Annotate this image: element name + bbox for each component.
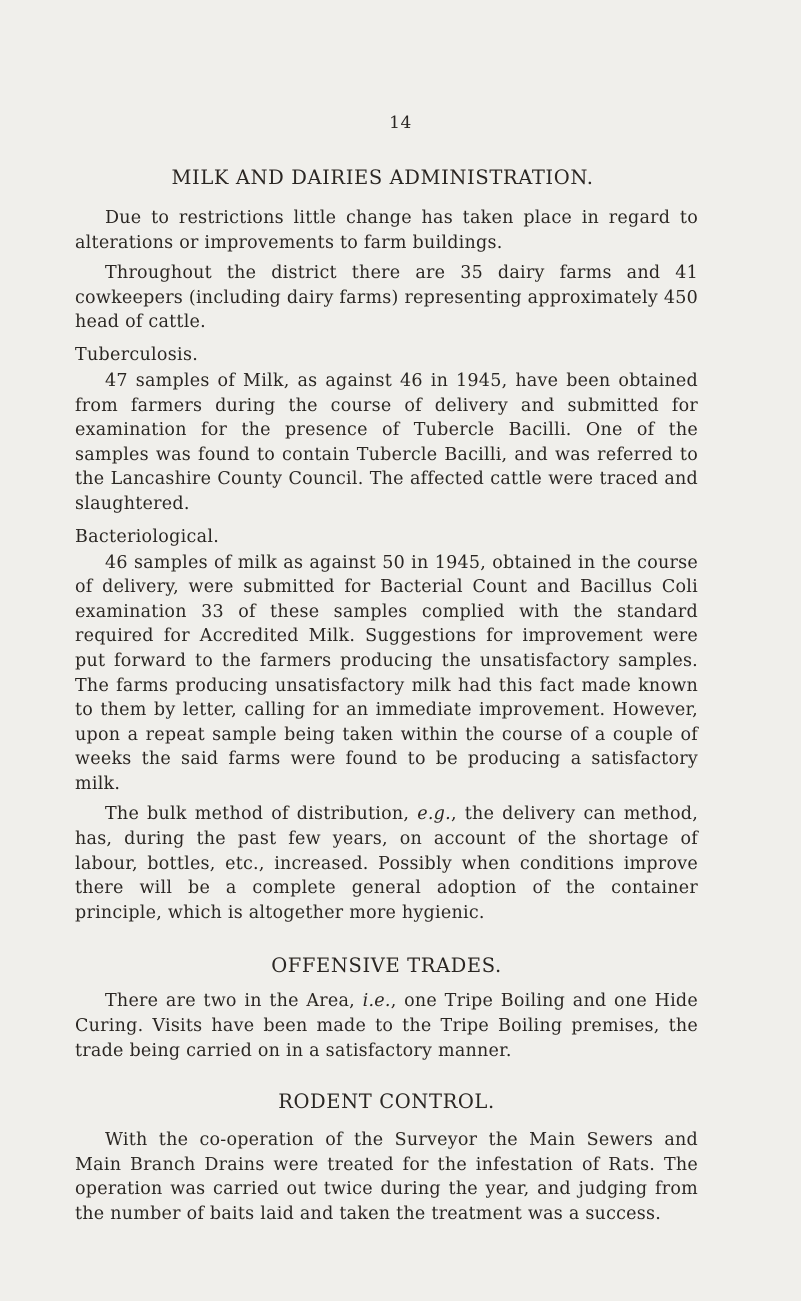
- milk-intro-paragraph-2: Throughout the district there are 35 dairy farms and 41 cowkeepers (including dairy farms) representing approximately 450 head of cattle.: [75, 263, 698, 333]
- page-number: 14: [389, 113, 412, 133]
- milk-dairies-heading: MILK AND DAIRIES ADMINISTRATION.: [171, 166, 594, 189]
- rodent-control-paragraph: With the co-operation of the Surveyor the Main Sewers and Main Branch Drains were treated for the infestation of Rats. The operation was carried out twice during the year, and judging from the number of baits laid and taken the treatment was a success.: [75, 1130, 698, 1224]
- bulk-distribution-paragraph: [75, 802, 698, 925]
- offensive-trades-paragraph: [75, 989, 698, 1063]
- bacteriological-subheading: Bacteriological.: [75, 526, 220, 547]
- bacteriological-paragraph: 46 samples of milk as against 50 in 1945, obtained in the course of delivery, were submitted for Bacterial Count and Bacillus Coli examination 33 of these samples complied with the standard required for Accredited Milk. Suggestions for improvement were put forward to the farmers producing the unsatisfactory samples. The farms producing unsatisfactory milk had this fact made known to them by letter, calling for an immediate improvement. However, upon a repeat sample being taken within the course of a couple of weeks the said farms were found to be producing a satisfactory milk.: [75, 552, 698, 794]
- bulk-text-start: The bulk method of distribution,: [105, 804, 418, 825]
- bulk-text-eg: e.g.: [417, 804, 451, 825]
- tuberculosis-subheading: Tuberculosis.: [75, 344, 199, 365]
- offensive-trades-heading: OFFENSIVE TRADES.: [271, 954, 502, 978]
- rodent-control-heading: RODENT CONTROL.: [278, 1090, 495, 1114]
- milk-intro-paragraph-1: Due to restrictions little change has taken place in regard to alterations or improvements to farm buildings.: [75, 208, 698, 253]
- offensive-text-start: There are two in the Area,: [105, 991, 363, 1012]
- tuberculosis-paragraph: 47 samples of Milk, as against 46 in 1945, have been obtained from farmers during the course of delivery and submitted for examination for the presence of Tubercle Bacilli. One of the samples was found to contain Tubercle Bacilli, and was referred to the Lancashire County Council. The affected cattle were traced and slaughtered.: [75, 370, 698, 514]
- page-content: [75, 166, 698, 1233]
- offensive-text-end: , one Tripe Boiling and one Hide Curing. Visits have been made to the Tripe Boiling premises, the trade being carried on in a satisfactory manner.: [75, 991, 698, 1061]
- bulk-text-end: , the delivery can method, has, during the past few years, on account of the shortage of labour, bottles, etc., increased. Possibly when conditions improve there will be a complete general adoption of the container principle, which is altogether more hygienic.: [75, 804, 699, 923]
- offensive-text-ie: i.e.: [362, 991, 391, 1012]
